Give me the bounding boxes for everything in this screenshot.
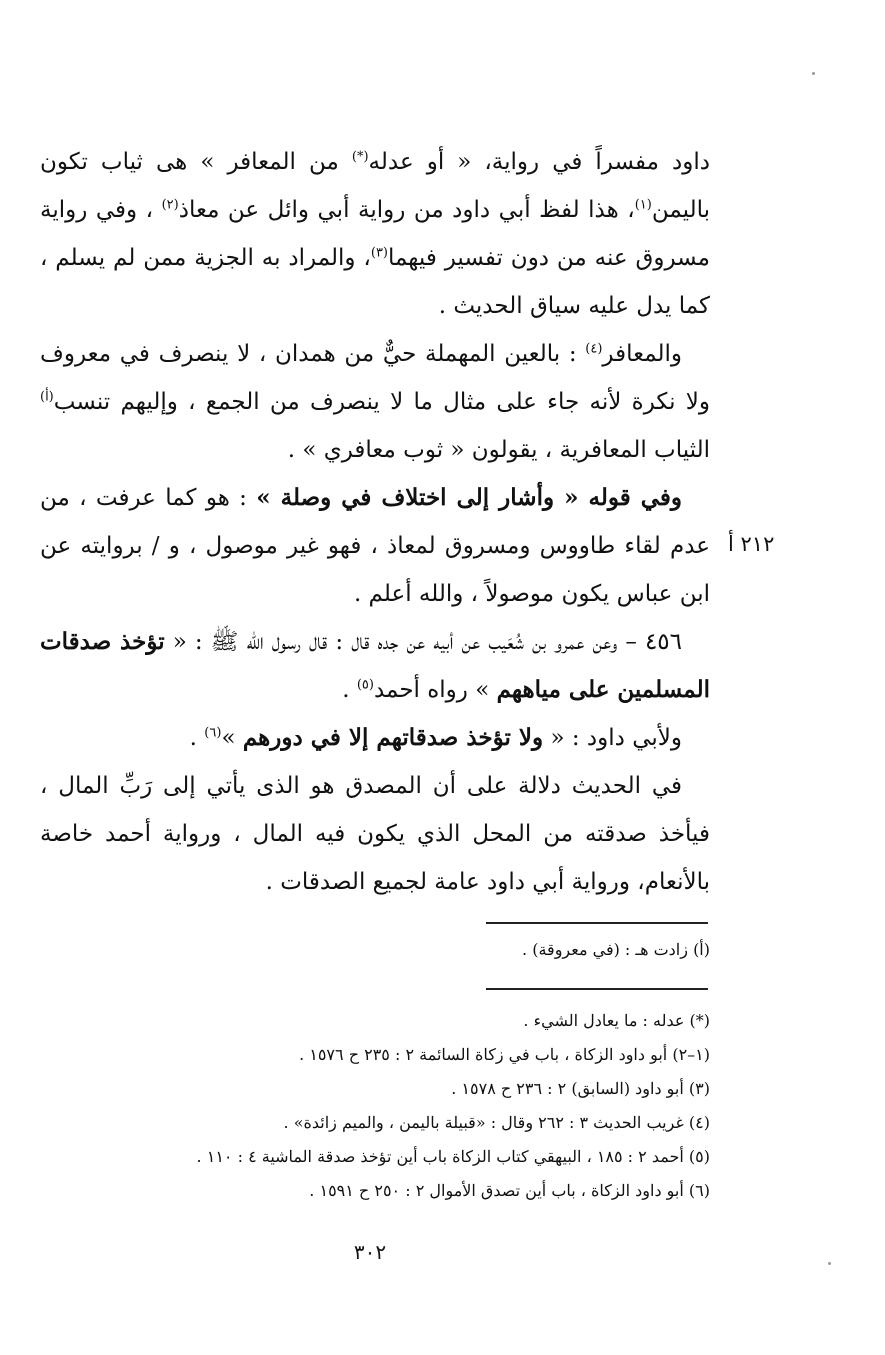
paragraph — [40, 474, 710, 618]
text-segment: الثياب المعافرية ، يقولون « ثوب معافري » . — [287, 437, 710, 463]
text-segment: من المعافر » هى ثياب تكون باليمن — [40, 149, 710, 223]
text-segment: . — [342, 677, 357, 703]
text-segment: » — [221, 725, 243, 751]
text-segment: ، والمراد به الجزية ممن لم يسلم ، كما يدل عليه سياق الحديث . — [40, 245, 710, 319]
footnotes-divider — [486, 988, 708, 990]
text-segment: » رواه أحمد — [373, 677, 497, 703]
text-segment: : هو كما عرفت ، من عدم لقاء طاووس ومسروق لمعاذ ، فهو غير موصول ، و / بروايته عن ابن عباس يكون موصولاً ، والله أعلم . — [40, 485, 710, 607]
text-segment: . — [189, 725, 205, 751]
manuscript-folio-marker: ٢١٢ أ — [728, 532, 775, 556]
text-segment: ، هذا لفظ أبي داود من رواية أبي وائل عن معاذ — [178, 197, 635, 223]
footnote: (١–٢) أبو داود الزكاة ، باب في زكاة السائمة ٢ : ٢٣٥ ح ١٥٧٦ . — [299, 1045, 710, 1064]
footnotes — [100, 1004, 710, 1208]
scan-speck — [828, 1262, 831, 1265]
hadith-quote: ولا تؤخذ صدقاتهم إلا في دورهم — [242, 724, 544, 751]
footnote: (٦) أبو داود الزكاة ، باب أين تصدق الأموال ٢ : ٢٥٠ ح ١٥٩١ . — [309, 1181, 710, 1200]
text-segment: ٤٥٦ – وعن عمرو بن شُعَيب عن أبيه عن جده قال : قال رسول الله ﷺ : « — [164, 629, 682, 655]
variant-note: (أ) زادت هـ : (في معروقة) . — [522, 940, 710, 959]
text-segment: ، وفي رواية مسروق عنه من دون تفسير فيهما — [40, 197, 710, 271]
footnote-reference: (٥) — [356, 677, 374, 693]
text-segment: ولأبي داود : « — [543, 725, 682, 751]
paragraph — [40, 714, 710, 762]
footnote-reference: (٤) — [585, 341, 603, 357]
paragraph — [40, 330, 710, 474]
text-segment: في الحديث دلالة على أن المصدق هو الذى يأتي إلى رَبِّ المال ، فيأخذ صدقته من المحل الذي يكون فيه المال ، ورواية أحمد خاصة بالأنعام، ورواية أبي داود عامة لجميع الصدقات . — [40, 773, 710, 895]
hadith-quote: تؤخذ صدقات المسلمين على مياههم — [40, 628, 710, 703]
paragraph — [40, 618, 710, 714]
footnote-reference: (٢) — [161, 197, 179, 213]
text-segment: : بالعين المهملة حيٌّ من همدان ، لا ينصرف في معروف ولا نكرة لأنه جاء على مثال ما لا ينصرف من الجمع ، وإليهم تنسب — [40, 341, 710, 415]
main-text — [40, 138, 710, 906]
footnote-reference: (٣) — [370, 245, 388, 261]
footnote-reference: (أ) — [40, 389, 54, 405]
footnote: (٥) أحمد ٢ : ١٨٥ ، البيهقي كتاب الزكاة باب أين تؤخذ صدقة الماشية ٤ : ١١٠ . — [196, 1147, 710, 1166]
hadith-quote: وفي قوله « وأشار إلى اختلاف في وصلة » — [256, 484, 683, 511]
variant-notes-divider — [486, 922, 708, 924]
footnote-reference: (*) — [351, 149, 369, 165]
text-segment: والمعافر — [602, 341, 682, 367]
footnote: (*) عدله : ما يعادل الشيء . — [523, 1011, 710, 1030]
footnote: (٣) أبو داود (السابق) ٢ : ٢٣٦ ح ١٥٧٨ . — [451, 1079, 710, 1098]
text-segment: داود مفسراً في رواية، « أو عدله — [368, 149, 710, 175]
paragraph — [40, 762, 710, 906]
footnote-reference: (١) — [634, 197, 652, 213]
page-number: ٣٠٢ — [353, 1240, 387, 1264]
paragraph — [40, 138, 710, 330]
scan-speck — [812, 72, 815, 75]
footnote: (٤) غريب الحديث ٣ : ٢٦٢ وقال : «قبيلة باليمن ، والميم زائدة» . — [283, 1113, 710, 1132]
footnote-reference: (٦) — [204, 725, 222, 741]
